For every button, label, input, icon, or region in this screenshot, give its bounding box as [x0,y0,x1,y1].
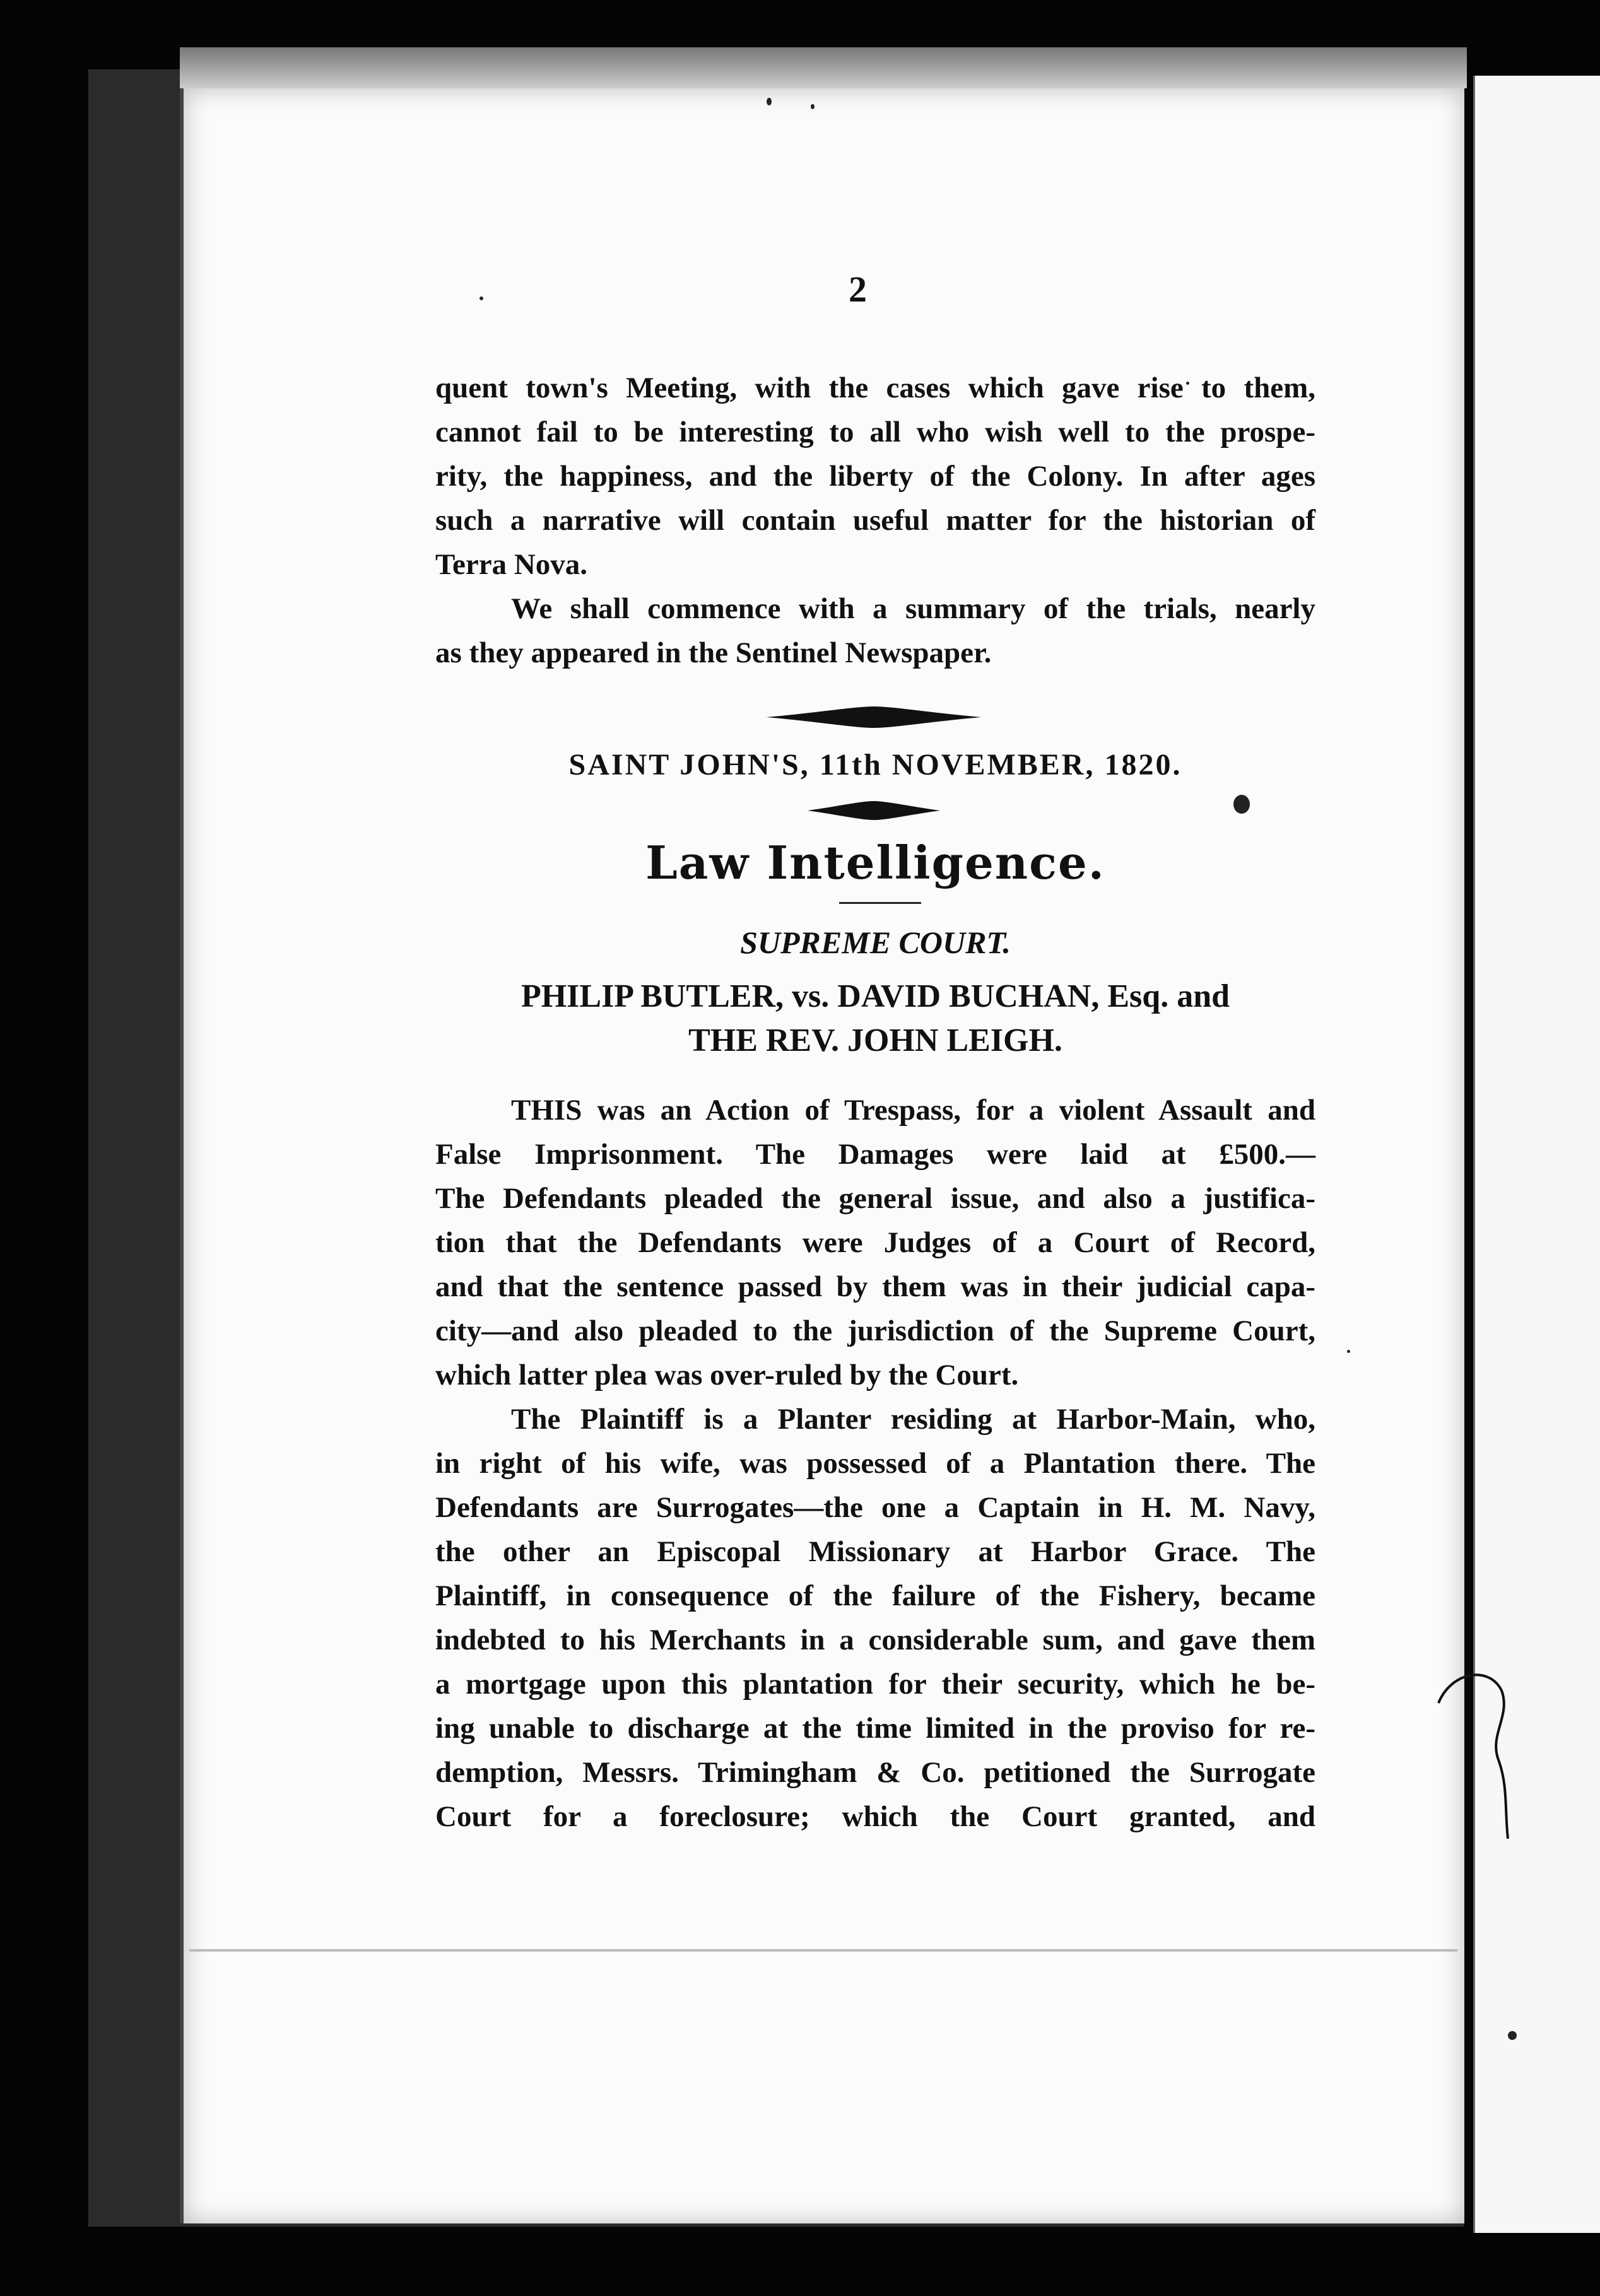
body-line: and that the sentence passed by them was in their judicial capa- [435,1270,1315,1303]
paragraph-line: as they appeared in the Sentinel Newspaper. [435,636,992,669]
margin-scribble [1432,1665,1514,1842]
case-title-line-1: PHILIP BUTLER, vs. DAVID BUCHAN, Esq. and [521,978,1230,1014]
body-line: The Defendants pleaded the general issue, and also a justifica- [435,1182,1315,1215]
page-number: 2 [849,269,867,310]
body-line: indebted to his Merchants in a considerable sum, and gave them [435,1624,1315,1656]
paragraph-line: We shall commence with a summary of the trials, nearly [511,592,1315,625]
body-line: ing unable to discharge at the time limited in the proviso for re- [435,1712,1315,1745]
body-line: tion that the Defendants were Judges of a Court of Record, [435,1226,1315,1259]
scan-speck [811,104,815,109]
page-top-edge [180,47,1467,88]
intro-line: quent town's Meeting, with the cases which gave rise to them, [435,372,1315,404]
body-line: a mortgage upon this plantation for their security, which he be- [435,1668,1315,1701]
body-line: Court for a foreclosure; which the Court granted, and [435,1800,1315,1833]
section-heading: Law Intelligence. [645,836,1105,889]
court-heading: SUPREME COURT. [740,925,1011,960]
ink-blot [1233,795,1250,814]
intro-line: rity, the happiness, and the liberty of the Colony. In after ages [435,460,1315,493]
body-line: THIS was an Action of Trespass, for a violent Assault and [511,1094,1315,1127]
scan-speck [767,98,772,105]
scan-speck [1347,1350,1350,1353]
body-line: False Imprisonment. The Damages were laid at £500.— [435,1138,1315,1171]
body-line: The Plaintiff is a Planter residing at Harbor-Main, who, [511,1403,1315,1436]
body-line: Defendants are Surrogates—the one a Captain in H. M. Navy, [435,1491,1315,1524]
intro-line: Terra Nova. [435,548,588,581]
body-line: which latter plea was over-ruled by the Court. [435,1359,1019,1391]
body-line: the other an Episcopal Missionary at Harbor Grace. The [435,1535,1315,1568]
body-line: Plaintiff, in consequence of the failure of the Fishery, became [435,1579,1315,1612]
page-fold-line [189,1949,1457,1952]
body-line: demption, Messrs. Trimingham & Co. petitioned the Surrogate [435,1756,1315,1789]
case-title-line-2: THE REV. JOHN LEIGH. [688,1022,1062,1058]
facing-page-edge [1473,76,1600,2233]
body-line: city—and also pleaded to the jurisdiction of the Supreme Court, [435,1315,1315,1347]
dateline: SAINT JOHN'S, 11th NOVEMBER, 1820. [568,748,1182,782]
body-line: in right of his wife, was possessed of a Plantation there. The [435,1447,1315,1480]
scan-speck [479,296,483,300]
intro-line: such a narrative will contain useful matter for the historian of [435,504,1315,537]
short-rule [839,902,921,904]
scan-speck [1508,2031,1517,2040]
intro-line: cannot fail to be interesting to all who wish well to the prospe- [435,416,1315,448]
